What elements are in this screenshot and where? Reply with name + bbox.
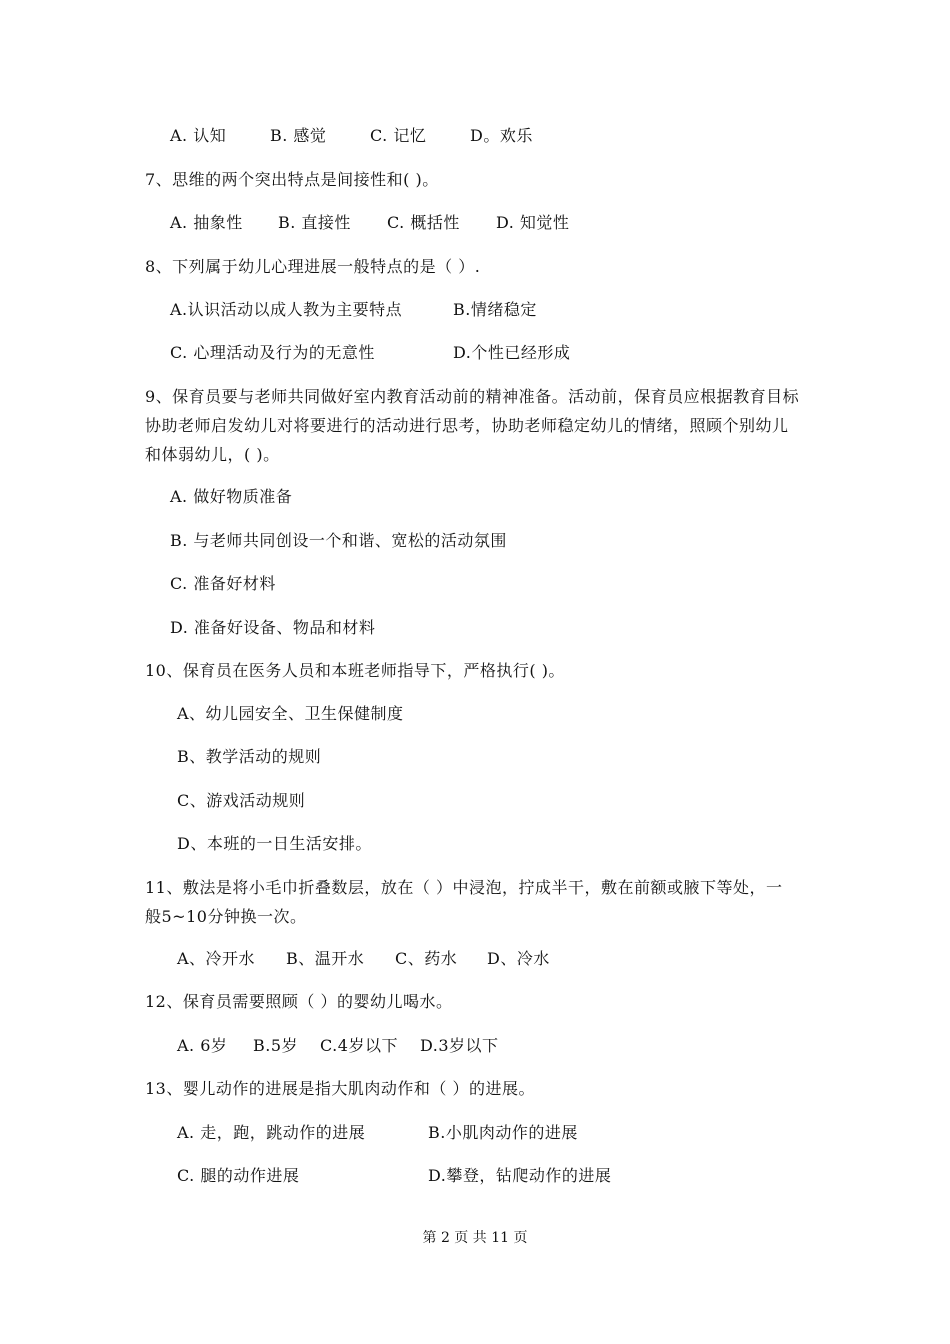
q7-stem: 7、思维的两个突出特点是间接性和( )。: [145, 170, 439, 189]
q6-option-d: D。欢乐: [470, 126, 533, 145]
q12-option-d: D.3岁以下: [420, 1036, 499, 1055]
q9-stem-line-1: 9、保育员要与老师共同做好室内教育活动前的精神准备。活动前，保育员应根据教育目标: [145, 387, 800, 406]
q7-option-b: B. 直接性: [278, 213, 351, 232]
q13-option-c: C. 腿的动作进展: [177, 1166, 300, 1185]
q10-option-a: A、幼儿园安全、卫生保健制度: [177, 704, 404, 723]
q9-option-d: D. 准备好设备、物品和材料: [170, 618, 376, 637]
q6-option-b: B. 感觉: [270, 126, 327, 145]
q9-option-b: B. 与老师共同创设一个和谐、宽松的活动氛围: [170, 531, 507, 550]
q13-option-a: A. 走，跑，跳动作的进展: [177, 1123, 366, 1142]
q11-option-a: A、冷开水: [177, 949, 256, 968]
q8-stem: 8、下列属于幼儿心理进展一般特点的是（ ）.: [145, 257, 481, 276]
q7-option-c: C. 概括性: [387, 213, 460, 232]
q10-option-b: B、教学活动的规则: [177, 747, 322, 766]
q8-option-c: C. 心理活动及行为的无意性: [170, 343, 375, 362]
q6-option-c: C. 记忆: [370, 126, 427, 145]
q13-stem: 13、婴儿动作的进展是指大肌肉动作和（ ）的进展。: [145, 1079, 535, 1098]
q10-stem: 10、保育员在医务人员和本班老师指导下，严格执行( )。: [145, 661, 565, 680]
q8-option-a: A.认识活动以成人教为主要特点: [170, 300, 403, 319]
q11-option-c: C、药水: [395, 949, 458, 968]
q8-option-b: B.情绪稳定: [453, 300, 537, 319]
q11-stem-line-2: 般5~10分钟换一次。: [145, 907, 307, 926]
q11-option-b: B、温开水: [286, 949, 365, 968]
q13-option-b: B.小肌肉动作的进展: [428, 1123, 578, 1142]
q11-stem-line-1: 11、敷法是将小毛巾折叠数层，放在（ ）中浸泡，拧成半干，敷在前额或腋下等处，一: [145, 878, 783, 897]
q8-option-d: D.个性已经形成: [453, 343, 571, 362]
q10-option-d: D、本班的一日生活安排。: [177, 834, 372, 853]
q6-option-a: A. 认知: [170, 126, 227, 145]
q9-option-a: A. 做好物质准备: [170, 487, 293, 506]
q9-option-c: C. 准备好材料: [170, 574, 276, 593]
q13-option-d: D.攀登，钻爬动作的进展: [428, 1166, 612, 1185]
q7-option-d: D. 知觉性: [496, 213, 570, 232]
q12-option-a: A. 6岁: [177, 1036, 228, 1055]
q9-stem-line-2: 协助老师启发幼儿对将要进行的活动进行思考，协助老师稳定幼儿的情绪，照顾个别幼儿: [145, 416, 789, 435]
q12-option-b: B.5岁: [253, 1036, 299, 1055]
q9-stem-line-3: 和体弱幼儿，( )。: [145, 445, 280, 464]
page-footer: 第 2 页 共 11 页: [422, 1230, 528, 1246]
q12-stem: 12、保育员需要照顾（ ）的婴幼儿喝水。: [145, 992, 453, 1011]
q7-option-a: A. 抽象性: [170, 213, 243, 232]
q12-option-c: C.4岁以下: [320, 1036, 398, 1055]
q11-option-d: D、冷水: [487, 949, 550, 968]
q10-option-c: C、游戏活动规则: [177, 791, 306, 810]
